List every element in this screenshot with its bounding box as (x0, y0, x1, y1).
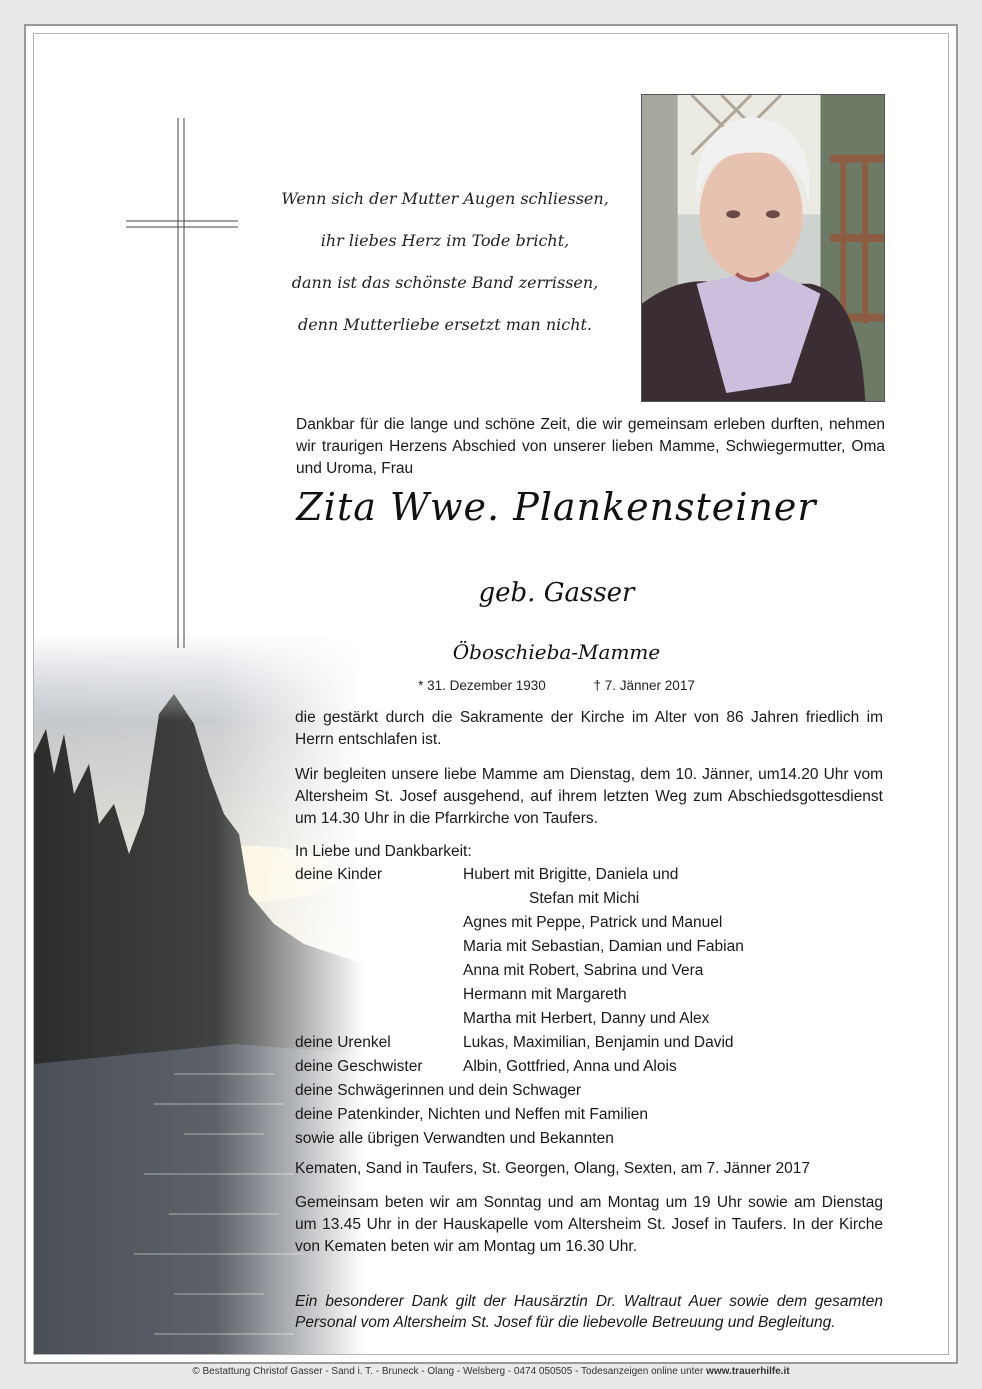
footer (0, 1366, 982, 1377)
footer-link[interactable]: www.trauerhilfe.it (706, 1366, 790, 1377)
relative-row (295, 1031, 883, 1055)
relative-label: deine Kinder (295, 866, 383, 883)
relative-names: Hermann mit Margareth (463, 986, 627, 1003)
relative-names: Maria mit Sebastian, Damian und Fabian (463, 938, 744, 955)
poem-line: dann ist das schönste Band zerrissen, (291, 273, 599, 292)
nickname: Öboschieba-Mamme (452, 640, 661, 664)
poem-line: ihr liebes Herz im Tode bricht, (320, 231, 570, 250)
relative-label: deine Patenkinder, Nichten und Neffen mit Familien (295, 1106, 648, 1123)
relative-names: Lukas, Maximilian, Benjamin und David (463, 1034, 734, 1051)
relative-label: sowie alle übrigen Verwandten und Bekannten (295, 1130, 614, 1147)
relative-names: Stefan mit Michi (529, 890, 640, 907)
relative-names: Anna mit Robert, Sabrina und Vera (463, 962, 704, 979)
death-date: † 7. Jänner 2017 (593, 678, 695, 693)
poem-line: Wenn sich der Mutter Augen schliessen, (281, 189, 609, 208)
places-date: Kematen, Sand in Taufers, St. Georgen, Olang, Sexten, am 7. Jänner 2017 (295, 1160, 810, 1177)
poem (270, 178, 620, 346)
relative-row (295, 1127, 883, 1151)
relative-row (295, 1103, 883, 1127)
relative-names: Albin, Gottfried, Anna und Alois (463, 1058, 677, 1075)
relative-label: deine Geschwister (295, 1058, 423, 1075)
relative-label: deine Schwägerinnen und dein Schwager (295, 1082, 582, 1099)
relative-names: Agnes mit Peppe, Patrick und Manuel (463, 914, 723, 931)
deceased-name: Zita Wwe. Plankensteiner (296, 485, 817, 529)
relative-row (295, 887, 883, 911)
footer-text: © Bestattung Christof Gasser - Sand i. T. - Bruneck - Olang - Welsberg - 0474 050505 - Todesanzeigen online unter (192, 1366, 704, 1377)
relative-row (295, 935, 883, 959)
poem-line: denn Mutterliebe ersetzt man nicht. (297, 315, 593, 334)
prayer-text: Gemeinsam beten wir am Sonntag und am Montag um 19 Uhr sowie am Dienstag um 13.45 Uhr in der Hauskapelle vom Altersheim St. Josef in Taufers. In der Kirche von Kematen beten wir am Montag um 16.30 Uhr. (295, 1194, 883, 1255)
relative-row (295, 1007, 883, 1031)
relative-row (295, 983, 883, 1007)
relative-label: deine Urenkel (295, 1034, 391, 1051)
relative-names: Martha mit Herbert, Danny und Alex (463, 1010, 710, 1027)
intro-text: Dankbar für die lange und schöne Zeit, die wir gemeinsam erleben durften, nehmen wir traurigen Herzens Abschied von unserer lieben Mamme, Schwiegermutter, Oma und Uroma, Frau (296, 416, 885, 477)
relative-row (295, 863, 883, 887)
sacraments-text: die gestärkt durch die Sakramente der Kirche im Alter von 86 Jahren friedlich im Herrn entschlafen ist. (295, 709, 883, 748)
maiden-name: geb. Gasser (478, 578, 635, 608)
thanks-text: Ein besonderer Dank gilt der Hausärztin Dr. Waltraut Auer sowie dem gesamten Personal vom Altersheim St. Josef für die liebevolle Betreuung und Begleitung. (295, 1293, 883, 1331)
birth-date: * 31. Dezember 1930 (418, 678, 546, 693)
relative-row (295, 911, 883, 935)
life-dates (262, 678, 851, 693)
relative-row (295, 1055, 883, 1079)
cross-icon (126, 118, 238, 648)
love-heading: In Liebe und Dankbarkeit: (295, 843, 472, 860)
relative-names: Hubert mit Brigitte, Daniela und (463, 866, 679, 883)
relative-row (295, 1079, 883, 1103)
funeral-text: Wir begleiten unsere liebe Mamme am Dienstag, dem 10. Jänner, um14.20 Uhr vom Altersheim St. Josef ausgehend, auf ihrem letzten Weg zum Abschiedsgottesdienst um 14.30 Uhr in die Pfarrkirche von Taufers. (295, 766, 883, 827)
notice-card (33, 33, 949, 1355)
portrait-photo (641, 94, 885, 402)
relative-row (295, 959, 883, 983)
